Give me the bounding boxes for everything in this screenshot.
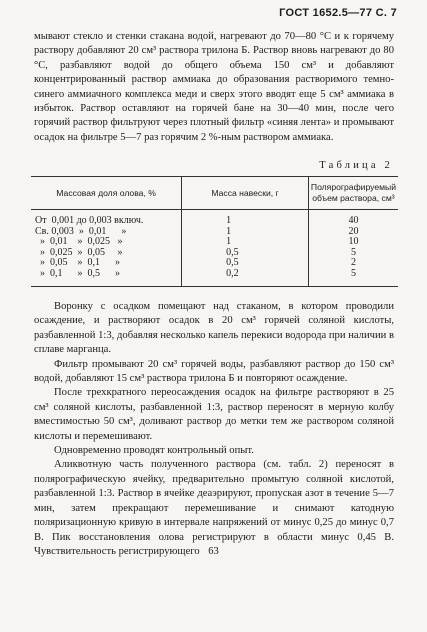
column-header-sample-mass: Масса навески, г [182, 177, 309, 210]
paragraph-control-test: Одновременно проводят контрольный опыт. [54, 445, 254, 457]
body-text [34, 300, 394, 559]
cell-sample-mass: 0,5 [182, 248, 309, 259]
page-header: ГОСТ 1652.5—77 С. 7 [279, 7, 397, 19]
paragraph-wash-filter: Фильтр промывают 20 см³ горячей воды, разбавляют раствор до 150 см³ водой, добавляют 15 см³ раствора трилона Б и повторяют осаждение. [34, 358, 394, 385]
table-caption: Таблица 2 [319, 160, 393, 171]
paragraph-intro: мывают стекло и стенки стакана водой, нагревают до 70—80 °С и к горячему раствору добавляют 20 см³ раствора трилона Б. Раствор вновь нагревают до 80 °С, разбавляют водой до общего объема 150 см³ и добавляют концентрированный раствор аммиака до образования растворимого темно-синего аммиачного комплекса меди и сверх этого вводят еще 5 см³ аммиака в избыток. Раствор оставляют на горячей бане на 30—40 мин, после чего горячий раствор фильтруют через плотный фильтр «синяя лента» и промывают осадок на фильтре 5—7 раз горячим 2 %-ным раствором аммиака. [34, 31, 394, 143]
cell-solution-volume: 2 [308, 258, 398, 269]
cell-tin-fraction: » 0,025 » 0,05 » [35, 246, 123, 258]
paragraph-aliquot: Аликвотную часть полученного раствора (см. табл. 2) переносят в полярографическую ячейку, предварительно промытую соляной кислотой, разбавленной 1:3. Раствор в ячейке деаэрируют, пропуская азот в течение 5—7 мин, затем прекращают перемешивание и снимают катодную поляризационную кривую в интервале напряжений от минус 0,25 до минус 0,7 В. Пик восстановления олова регистрируют в области минус 0,45 В. Чувствительность регистрирующего [34, 459, 394, 557]
cell-sample-mass: 0,5 [182, 258, 309, 269]
cell-tin-fraction: От 0,001 до 0,003 включ. [35, 215, 144, 226]
cell-sample-mass: 1 [182, 227, 309, 238]
cell-solution-volume: 5 [308, 269, 398, 286]
cell-solution-volume: 5 [308, 248, 398, 259]
table-header-row [31, 177, 398, 210]
paragraph-reprecipitation: После трехкратного переосаждения осадок на фильтре растворяют в 25 см³ соляной кислоты, разбавленной 1:3, раствор переносят в мерную колбу вместимостью 50 см³, доливают раствор до метки тем же раствором соляной кислоты и перемешивают. [34, 387, 394, 442]
cell-solution-volume: 10 [308, 237, 398, 248]
table-row [31, 210, 398, 227]
cell-solution-volume: 40 [308, 210, 398, 227]
cell-tin-fraction: » 0,05 » 0,1 » [35, 257, 120, 269]
page-number: 63 [208, 546, 219, 557]
table-row [31, 269, 398, 286]
column-header-tin-fraction: Массовая доля олова, % [31, 177, 182, 210]
cell-tin-fraction: Св. 0,003 » 0,01 » [35, 225, 127, 237]
cell-solution-volume: 20 [308, 227, 398, 238]
data-table [31, 176, 398, 287]
cell-tin-fraction: » 0,01 » 0,025 » [35, 236, 123, 248]
cell-sample-mass: 0,2 [182, 269, 309, 286]
cell-sample-mass: 1 [182, 237, 309, 248]
cell-sample-mass: 1 [182, 210, 309, 227]
paragraph-dissolve-precipitate: Воронку с осадком помещают над стаканом, в котором проводили осаждение, и растворяют осадок в 20 см³ горячей соляной кислоты, разбавленной 1:3, добавляя несколько капель перекиси водорода при наличии в сплаве марганца. [34, 301, 394, 356]
column-header-solution-volume: Полярографируемый объем раствора, см³ [308, 177, 398, 210]
cell-tin-fraction: » 0,1 » 0,5 » [31, 269, 182, 286]
